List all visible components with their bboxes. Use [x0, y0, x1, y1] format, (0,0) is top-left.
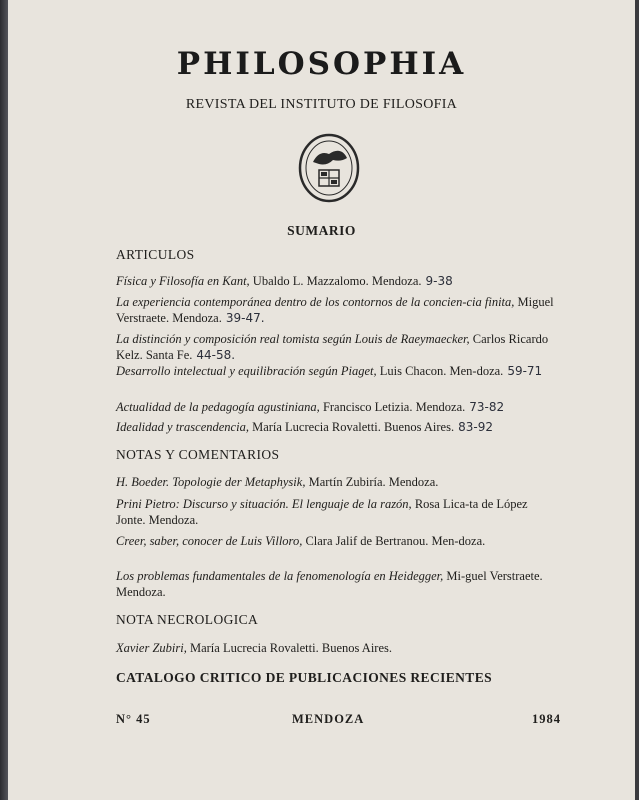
note-title: H. Boeder. Topologie der Metaphysik,	[116, 475, 306, 489]
handwritten-pages: 9-38	[425, 274, 453, 288]
summary-heading: SUMARIO	[287, 223, 356, 238]
article-author: Carlos Ricardo Kelz. Santa Fe.	[116, 332, 549, 362]
handwritten-pages: 44-58.	[196, 348, 236, 362]
section-heading-necrologica: NOTA NECROLOGICA	[116, 612, 259, 627]
note-author: Mi-guel Verstraete. Mendoza.	[116, 569, 543, 599]
article-author: Ubaldo L. Mazzalomo. Mendoza.	[249, 274, 422, 288]
article-author: Francisco Letizia. Mendoza.	[319, 400, 466, 414]
article-author: Miguel Verstraete. Mendoza.	[116, 295, 554, 325]
handwritten-pages: 83-92	[458, 420, 493, 434]
journal-title: PHILOSOPHIA	[176, 46, 467, 82]
journal-cover	[8, 0, 635, 800]
article-author: María Lucrecia Rovaletti. Buenos Aires.	[248, 420, 455, 434]
section-heading-notas: NOTAS Y COMENTARIOS	[116, 447, 280, 462]
publication-year: 1984	[532, 712, 561, 726]
article-entry	[116, 419, 556, 435]
note-entry	[116, 496, 556, 528]
note-author: Martín Zubiría. Mendoza.	[305, 475, 439, 489]
handwritten-pages: 59-71	[507, 364, 543, 378]
obituary-author: María Lucrecia Rovaletti. Buenos Aires.	[186, 641, 392, 655]
journal-subtitle: REVISTA DEL INSTITUTO DE FILOSOFIA	[185, 97, 458, 112]
section-heading-catalogo: CATALOGO CRITICO DE PUBLICACIONES RECIENTES	[116, 670, 493, 685]
article-title: Actualidad de la pedagogía agustiniana,	[116, 400, 320, 414]
note-entry	[116, 474, 556, 490]
note-title: Creer, saber, conocer de Luis Villoro,	[116, 534, 303, 548]
article-title: Física y Filosofía en Kant,	[116, 274, 250, 288]
article-author: Luis Chacon. Men-doza.	[376, 364, 504, 378]
handwritten-pages: 39-47.	[225, 311, 265, 325]
article-title: La experiencia contemporánea dentro de los contornos de la concien-cia finita,	[116, 295, 515, 309]
note-title: Los problemas fundamentales de la fenomenología en Heidegger,	[116, 569, 444, 583]
note-entry	[116, 533, 556, 549]
note-author: Clara Jalif de Bertranou. Men-doza.	[302, 534, 486, 548]
article-title: Desarrollo intelectual y equilibración según Piaget,	[116, 364, 377, 378]
note-title: Prini Pietro: Discurso y situación. El lenguaje de la razón,	[116, 497, 412, 511]
page-edge	[0, 0, 8, 800]
section-heading-articulos: ARTICULOS	[116, 247, 195, 262]
article-entry	[116, 273, 556, 289]
article-title: La distinción y composición real tomista según Louis de Raeymaecker,	[116, 332, 470, 346]
article-entry	[116, 331, 556, 363]
note-entry	[116, 568, 556, 600]
article-title: Idealidad y trascendencia,	[116, 420, 249, 434]
handwritten-pages: 73-82	[469, 400, 505, 414]
article-entry	[116, 399, 556, 415]
institute-seal-icon	[297, 132, 361, 204]
note-author: Rosa Lica-ta de López Jonte. Mendoza.	[116, 497, 528, 527]
issue-number: N° 45	[116, 712, 151, 726]
article-entry	[116, 294, 556, 326]
article-entry	[116, 363, 556, 379]
obituary-title: Xavier Zubiri,	[116, 641, 187, 655]
publication-city: MENDOZA	[292, 712, 365, 726]
obituary-entry	[116, 640, 556, 656]
